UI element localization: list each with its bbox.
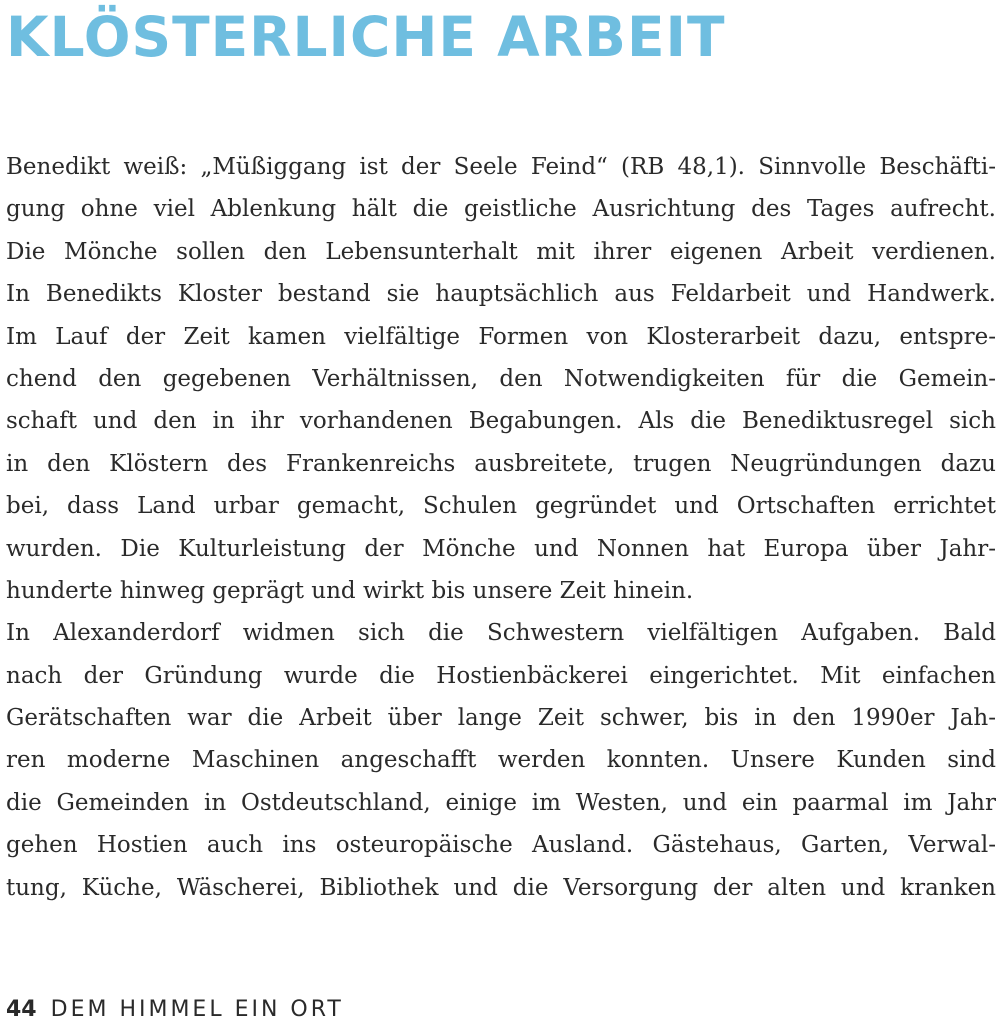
text-line: In Alexanderdorf widmen sich die Schwestern vielfältigen Aufgaben. Bald — [6, 620, 996, 647]
text-line: bei, dass Land urbar gemacht, Schulen gegründet und Ortschaften errichtet — [6, 493, 996, 520]
text-line: die Gemeinden in Ostdeutschland, einige im Westen, und ein paarmal im Jahr — [6, 789, 996, 816]
text-line: In Benedikts Kloster bestand sie hauptsächlich aus Feldarbeit und Handwerk. — [6, 281, 996, 308]
text-line: chend den gegebenen Verhältnissen, den Notwendigkeiten für die Gemein- — [6, 365, 996, 392]
page-footer — [6, 994, 344, 1026]
text-line: schaft und den in ihr vorhandenen Begabungen. Als die Benediktusregel sich — [6, 408, 996, 435]
text-line: in den Klöstern des Frankenreichs ausbreitete, trugen Neugründungen dazu — [6, 450, 996, 477]
text-line: Im Lauf der Zeit kamen vielfältige Formen von Klosterarbeit dazu, entspre- — [6, 323, 996, 350]
text-line: nach der Gründung wurde die Hostienbäckerei eingerichtet. Mit einfachen — [6, 662, 996, 689]
text-line: ren moderne Maschinen angeschafft werden konnten. Unsere Kunden sind — [6, 747, 996, 774]
page-number: 44 — [6, 997, 37, 1022]
body-text — [6, 146, 996, 909]
text-line: gehen Hostien auch ins osteuropäische Ausland. Gästehaus, Garten, Verwal- — [6, 832, 996, 859]
text-line: hunderte hinweg geprägt und wirkt bis unsere Zeit hinein. — [6, 577, 694, 604]
text-line: Gerätschaften war die Arbeit über lange Zeit schwer, bis in den 1990er Jah- — [6, 705, 996, 732]
text-line: gung ohne viel Ablenkung hält die geistliche Ausrichtung des Tages aufrecht. — [6, 196, 996, 223]
text-line: Die Mönche sollen den Lebensunterhalt mit ihrer eigenen Arbeit verdienen. — [6, 238, 996, 265]
text-line: wurden. Die Kulturleistung der Mönche und Nonnen hat Europa über Jahr- — [6, 535, 996, 562]
running-title: DEM HIMMEL EIN ORT — [50, 997, 344, 1022]
text-line: tung, Küche, Wäscherei, Bibliothek und die Versorgung der alten und kranken — [6, 874, 996, 901]
text-line: Benedikt weiß: „Müßiggang ist der Seele Feind“ (RB 48,1). Sinnvolle Beschäfti- — [6, 154, 996, 180]
chapter-heading: KLÖSTERLICHE ARBEIT — [6, 5, 726, 69]
